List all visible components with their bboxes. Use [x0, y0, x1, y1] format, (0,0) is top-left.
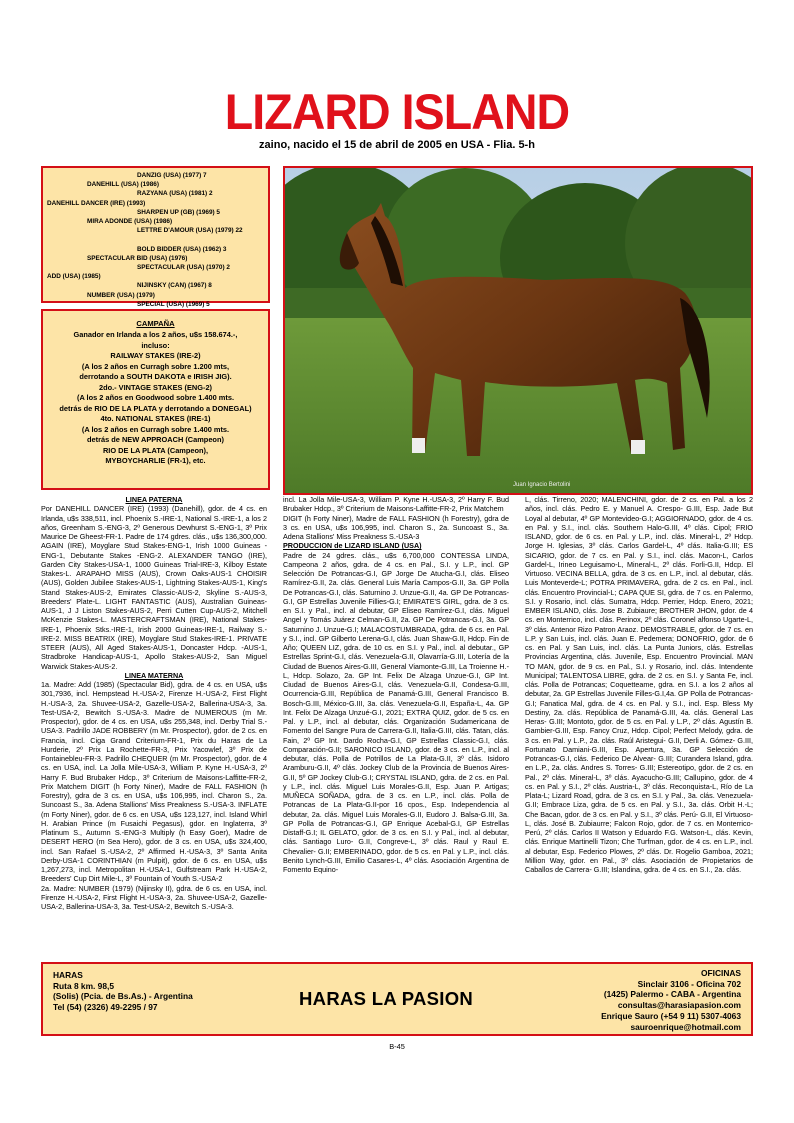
footer-line: Sinclair 3106 - Oficina 702: [637, 978, 741, 989]
horse-name-title: LIZARD ISLAND: [224, 84, 570, 140]
pedigree-line: RAZYANA (USA) (1981) 2: [137, 190, 213, 198]
pedigree-box: [41, 166, 270, 308]
text-paragraph: Por DANEHILL DANCER (IRE) (1993) (Danehill), gdor. de 4 cs. en Irlanda, u$s 338,511, incl. Phoenix S.-IRE-1, National S.-IRE-1, a los 2 años, Greenham S.-ENG-3, 2º Generous Dewhurst S.-ENG-1, 3º Prix Maurice De Gheest-FR-1. Padre de 174 gdres. clás., u$s 136,300,000. AGAIN (IRE), Moyglare Stud Stakes-ENG-1, Irish 1000 Guineas -ENG-1, Debutante Stakes -ENG-2. ALEXANDER TANGO (IRE), Garden City Stakes-USA-1, 1000 Guineas Trial-IRE-3, Kilboy Estate Stakes-L. ARAPAHO MISS (AUS), Crown Oaks-AUS-1 CHOISIR (AUS), Golden Jubilee Stakes-AUS-1, Lightning Stakes-AUS-1, King's Stand Stakes-AUS-2, Emirates Classic-AUS-2, Skyline S.-AUS-3, Breeders' Plate-L. LIGHT FANTASTIC (AUS), Australian Guineas-AUS-1, J J Liston Stakes-AUS-2, Perri Cutten Cup-AUS-2, Mitchell McKenzie Stakes-L. MASTERCRAFTSMAN (IRE), National Stakes-IRE-1, Phoenix Stks.-IRE-1, Irish 2000 Guineas-IRE-1, Railway S.-IRE-2. MISS BEATRIX (IRE), Moyglare Stud Stakes-IRE-1. PRIVATE STEER (AUS), All Aged Stakes-AUS-1, Doncaster Hdcp. -AUS-1, Stradbroke Handicap-AUS-1, Apollo Stakes-AUS-2, San Miguel Warwick Stakes-AUS-2.: [41, 504, 267, 671]
campaign-line: RAILWAY STAKES (IRE-2): [110, 351, 201, 360]
text-paragraph: 1a. Madre: Add (1985) (Spectacular Bid), gdra. de 4 cs. en USA, u$s 301,7936, incl. Hempstead H.-USA-2, Firenze H.-USA-2, First Flight H.-USA-3, 2a. Shuvee-USA-2, Gazelle-USA-2, Ballerina-USA-3, 3a. Test-USA-2, Bewitch S.-USA-3. Madre de NUMEROUS (m Mr. Prospector), gdor. de 4 cs. en USA, u$s 255,348, incl. Derby Trial S.-USA-3. Padrillo JADE ROBBERY (m Mr. Prospector), gdor. de 2 cs. en Francia, incl. Ciga Grand Criterium-FR-1, Prix du Haras de La Hurderie, 2º Prix La Rochette-FR-3, Prix Yacowlef, 3º Prix de Fontainebleu-FR-3. Padrillo CHEQUER (m Mr. Prospector), gdor. de 4 cs. en USA, incl. La Jolla Mile-USA-3, William P. Kyne H.-USA-3, 2º Harry F. Bud Brubaker Hdcp., 3º Criterium de Maisons-Laffitte-FR-2, Prix Matchem DIGIT (h Forty Niner), Madre de FALL FASHION (h Forestry), gdra de 3 cs. en USA, u$s 106,995, incl. Charon S., 2a. Suncoast S., 3a. Adena Stallions' Miss Preakness S.-USA-3. INFLATE (m Forty Niner), gdor. de 6 cs. en USA, u$s 123,127, incl. Island Whirl H. Arabian Prince (m Fusaichi Pegasus), gdor. en Inglaterra, 3º Platinum S., Autumn S.-ENG-3 Multiply (h Easy Goer), Madre de DESERT HERO (m Sea Hero), gdor. de 3 cs. en USA, u$s 324,400, incl. San Rafael S.-USA-2, 2º Affirmed H.-USA-3, 3º Santa Anita Derby-USA-1 CORINTHIAN (m Pulpit), gdor. de 6 cs. en USA, u$s 1,267,273, incl. Metropolitan H.-USA-1, Gulfstream Park H.-USA-2, Breeders' Cup Dirt Mile-L, 3º Fountain of Youth S.-USA-2: [41, 680, 267, 884]
pedigree-line: DANEHILL (USA) (1986): [87, 181, 159, 189]
column-1: [41, 495, 267, 957]
page-number: B-45: [389, 1042, 405, 1051]
text-paragraph: incl. La Jolla Mile-USA-3, William P. Kyne H.-USA-3, 2º Harry F. Bud Brubaker Hdcp., 3º Criterium de Maisons-Laffitte-FR-2, Prix Matchem: [283, 495, 509, 514]
campaign-line: incluso:: [141, 340, 170, 350]
section-heading: LINEA MATERNA: [124, 670, 184, 680]
pedigree-line: SHARPEN UP (GB) (1969) 5: [137, 208, 220, 216]
column-3: [525, 495, 753, 957]
campaign-line: (A los 2 años en Curragh sobre 1.200 mts,: [81, 361, 230, 371]
campaign-line: MYBOYCHARLIE (FR-1), etc.: [105, 456, 206, 465]
footer-haras-address: [53, 970, 193, 1013]
campaign-line: detrás de RIO DE LA PLATA y derrotando a DONEGAL): [59, 403, 252, 413]
footer-line: consultas@harasiapasion.com: [617, 1000, 741, 1011]
pedigree-line: DANZIG (USA) (1977) 7: [137, 172, 207, 179]
campaign-line: detrás de NEW APPROACH (Campeon): [87, 435, 224, 444]
pedigree-line: MIRA ADONDE (USA) (1986): [87, 218, 173, 226]
text-columns: [41, 495, 753, 957]
pedigree-line: LETTRE D'AMOUR (USA) (1979) 22: [137, 227, 243, 235]
footer-line: sauroenrique@hotmail.com: [630, 1021, 741, 1032]
footer-line: Tel (54) (2326) 49-2295 / 97: [53, 1002, 158, 1013]
column-2: [283, 495, 509, 957]
horse-photo: [283, 166, 753, 495]
section-heading: PRODUCCION de LIZARD ISLAND (USA): [283, 541, 422, 551]
campaign-line: 2do.- VINTAGE STAKES (ENG-2): [98, 382, 213, 392]
campaign-line: (A los 2 años en Goodwood sobre 1.400 mts.: [76, 393, 234, 402]
horse-photo-image: [285, 168, 751, 493]
text-paragraph: 2a. Madre: NUMBER (1979) (Nijinsky II), gdra. de 6 cs. en USA, incl. Firenze H.-USA-2, First Flight H.-USA-3, 2a. Shuvee-USA-2, Gazelle-USA-2, Ballerina-USA-3, 3a. Test-USA-2, Bewitch S.-USA-3.: [41, 883, 267, 911]
footer-line: HARAS: [53, 970, 83, 980]
campaign-line: 4to. NATIONAL STAKES (IRE-1): [100, 414, 211, 423]
campaign-line: RIO DE LA PLATA (Campeon),: [102, 445, 209, 455]
text-paragraph: Padre de 24 gdres. clás., u$s 6,700,000 CONTESSA LINDA, Campeona 2 años, gdra. de 4 cs. en Pal., S.I. y L.P., incl. GP Selección De Potrancas-G.I, GP Jorge De Atucha-G.I, clás. Eliseo Ramírez-G.II, 2a. clás. General Luis María Campos-G.II, 3a. GP Polla De Potrancas-G.I, clás. Saturnino J. Unzue-G.II, 4a. GP De Potrancas-G.I, GP Estrellas Juvenile Fillies-G.I; EMIRATE'S GIRL, gdra. de 3 cs. en S.I. y Pal., incl. al debutar, GP Eliseo Ramírez-G.I, clás. Miguel Angel y Tomás Juárez Celman-G.II, 2a. GP De Potrancas-G.I, 3a. GP Saturnino J. Unzue-G.I; MALACOSTUMBRADA, gdra. de 6 cs. en Pal. y S.I., incl. GP Gilberto Lerena-G.I, clás. Juan Shaw-G.II, Hdcp. Fin de Año; QUEEN LIZ, gdra. de 10 cs. en S.I. y Pal., incl. al debutar., GP Estrellas Sprint-G.I, clás. Venezuela-G.II, Olavarría-G.III, Lotería de la Ciudad de Buenos Aires-G.III, General Viamonte-G.III, La Troienne H.-L, Hdcp. Solazo, 2a. GP Int. Felix De Alzaga Unzue-G.I, GP Int. Ciudad de Buenos Aires-G.I, clás. Venezuela-G.II, Condesa-G.III, Ocurrencia-G.III, República de Panamá-G.III, General Francisco B. Bosch-G.III, México-G.III, 3a. clás. Venezuela-G.II, España-L, 4a. GP Int. Felix De Alzaga Unzué-G.I, 2021; EXTRA QUIZ, gdor. de 5 cs. en Pal. y L.P., incl. al debutar, clás. Organización Sudamericana de Fomento del Sangre Pura de Carrera-G.II, Italia-G.III, clás. Tatan, clás. Fain, 2º GP Int. Dardo Rocha-G.I, GP Estrellas Classic-G.I, clás. Comparación-G.II; SARONICO ISLAND, gdor. de 3 cs. en L.P., incl. al debutar, clás. Polla de Potrillos de La Plata-G.II, 3º clás. Isidoro Aramburu-G.II, 4º clás. Jockey Club de la Provincia de Buenos Aires-G.II, 5º GP Jockey Club-G.I; CRYSTAL ISLAND, gdra. de 2 cs. en Pal. y L.P., incl. clás. Miguel Luis Morales-G.II, Esp. Juan P. Artigas; MUÑECA SOÑADA, gdra. de 3 cs. en L.P., incl. clás. Polla de Potrancas de La Plata-G.II-por 16 cpos., Esp. Independencia al debutar, 2a. clás. Miguel Luis Morales-G.II, Eudoro J. Balsa-G.III, 3a. GP Polla de Potrancas-G.I, GP Enrique Acebal-G.I, GP Estrellas Distaff-G.I; IL GELATO, gdor. de 3 cs. en S.I. y Pal., incl. al debutar, clás. Santiago Luro- G.II, Congreve-L, 3º clás. Raul y Raul E. Chevalier- G.II; EMBERINADO, gdor. de 5 cs. en Pal. y L.P., incl. clás. Benito Lynch-G.III, Emilio Casares-L, 4º clás. Asociación Argentina de Fomento Equino-: [283, 550, 509, 874]
pedigree-line: ADD (USA) (1985): [47, 273, 101, 281]
pedigree-line: SPECIAL (USA) (1969) 5: [137, 300, 210, 308]
horse-subtitle: zaino, nacido el 15 de abril de 2005 en USA - Flia. 5-h: [259, 139, 535, 151]
campaign-line: derrotando a SOUTH DAKOTA e IRISH JIG).: [79, 372, 232, 381]
pedigree-line: BOLD BIDDER (USA) (1962) 3: [137, 245, 227, 253]
footer-line: (Solis) (Pcia. de Bs.As.) - Argentina: [53, 991, 193, 1002]
pedigree-line: SPECTACULAR BID (USA) (1976): [87, 254, 188, 262]
campaign-line: (A los 2 años en Curragh sobre 1.400 mts.: [81, 424, 230, 434]
text-paragraph: L, clás. Tirreno, 2020; MALENCHINI, gdor. de 2 cs. en Pal. a los 2 años, incl. clás. Pedro E. y Manuel A. Crespo- G.III, Esp. Jade But Loyal al debutar, 4º GP Montevideo-G.I; AGGIORNADO, gdor. de 4 cs. en Pal. y S.I., incl. clás. Southern Halo-G.III, 4º clás. Cipol; FRIO ISLAND, gdor. de 6 cs. en Pal. y L.P., incl. clás. Mineral-L, 2º Hdcp. Jorge H. Iglesias, 3º clás. Carlos Gardel-L, 4º clás. Italia-G.III; ES SICARIO, gdor. de 7 cs. en Pal. y S.I., incl. clás. Macon-L, Carlos Gardel-L, Irineo Leguisamo-L, Mineral-L, 2º clás. Forli-G.II, Hdcp. El Virtuoso. VECINA BELLA, gdra. de 3 cs. en L.P., incl. al debutar, clás. Luis Monteverde-L; POTRA PRIMAVERA, gdra. de 2 cs. en Pal., incl. clás. Encuentro Provincial-L; CAPA QUE SI, gdra. de 7 cs. en Palermo, S.I. y Rosario, incl. clás. Sumatra, Hdcp. Perrier, Hdcp. Enero, 2021; EMBER ISLAND, clás. Jose B. Zubiaure; BROTHER JHON, gdor. de 4 cs. en Monterrico, incl. clás. Perinox, 2º clás. Coronel alfonso Ugarte-L, 3º clás. Antenor Rizo Patron Araoz. DEMOSTRABLE, gdor. de 7 cs. en L.P. y San Luis, incl. clás. Juan E. Pedemera; DONOFRIO, gdor. de 6 cs. en Pal. y San Luis, incl. clás. La Punta Juniors, clás. Estrellas Provincias Argentina, clás. Juvenile, Esp. Encuentro Provincial. MAN TO MAN, gdor. de 9 cs. en Pal., S.I. y Rosario, incl. clás. Intendente Municipal; TALENTOSA LIBRE, gdra. de 2 cs. en S.I. y Santa Fe, incl. clás. Polla de Potrancas; Coquetteame, gdra. en S.I. a los 2 años al debutar, 2a. GP Estrellas Juvenile Filles-G.I,4a. GP Polla de Potrancas-G.I; Fanatica Mal, gdra. de 4 cs. en Pal. y S.I., incl. Esp. Bless My Destiny, 2a. clás. República de Panamá-G.III, 4a. clás. General Las Heras- G.III; Montoto, gdor. de 5 cs. en Pal. y L.P., 2º clás. Agustín B. Gambier-G.III, Esp. Fancy Cruz, Hdcp. Cipol; Perfect Melody, gdra. de 3 cs. en Pal. y L.P., 2a. clás. Raúl Aristegui- G.II, Derli A. Gómez- G.III, Fortunato Damiani-G.III, Esp. Apertura, 3a. GP Selección de Potrancas-G.I, clás. Federico De Alvear- G.III; Curandera Island, gdra. en L.P., 2a. clás. Andres S. Torres- G.III; Estereotipo, gdor. de 2 cs. en Pal., 2º clás. Mineral-L, 3º clás. Ayacucho-G.III; Callupino, gdor. de 4 cs. en Pal. y S.I., 2º clás. Austria-L, 3º clás. Reconquista-L, Río de La Plata-L; Lizard Road, gdra. de 3 cs. en S.I. y Pal., 3a. clás. Venezuela-G.II; Embrace Liza, gdra. de 5 cs. en Pal. y S.I., 3a. clás. Orbit H.-L; Che Bacan, gdor. de 3 cs. en Pal. y S.I., 3º clás. Perú- G.II, El Virtuoso-L, clás. José B. Zubiaurre; Falcon Rojo, gdor. de 7 cs. en Monterrico-Perú, 2º clás. Carlos II Watson y Eduardo F.G. Watson-L, clás. Kevin, clás. Enrique Martinelli Tizon; Che Turfman, gdor. de 4 cs. en L.P., incl. al debutar, Esp. Federico Plowes, 2º clás. Dr. Rogelio Gamboa, 2021; Million Way, gdor. en Pal., 3º clás. Asociación de Propietarios de Caballos de Carrera- G.III; Islandina, gdra. de 4 cs. en S.I., 2a. clás.: [525, 495, 753, 874]
text-paragraph: DIGIT (h Forty Niner), Madre de FALL FASHION (h Forestry), gdra de 3 cs. en USA, u$s 106,995, incl. Charon S., 2a. Suncoast S., 3a. Adena Stallions' Miss Preakness S.-USA-3: [283, 513, 509, 541]
footer-line: Ruta 8 km. 98,5: [53, 980, 114, 991]
photo-caption: Juan Ignacio Bertolini: [513, 482, 571, 488]
pedigree-line: DANEHILL DANCER (IRE) (1993): [47, 199, 146, 207]
campaign-title: CAMPAÑA: [136, 319, 175, 328]
footer-line: Enrique Sauro (+54 9 11) 5307-4063: [601, 1010, 741, 1021]
campaign-box: [41, 309, 270, 490]
footer-stud-name: HARAS LA PASION: [299, 988, 474, 1009]
section-heading: LINEA PATERNA: [125, 495, 183, 504]
footer-line: (1425) Palermo - CABA - Argentina: [603, 989, 741, 1000]
footer-line: OFICINAS: [700, 968, 741, 978]
footer-office-address: [601, 968, 741, 1032]
pedigree-line: NIJINSKY (CAN) (1967) 8: [137, 282, 212, 290]
footer-box: [41, 962, 753, 1036]
campaign-line: Ganador en Irlanda a los 2 años, u$s 158.674.-,: [73, 330, 238, 339]
pedigree-line: SPECTACULAR (USA) (1970) 2: [137, 264, 230, 272]
pedigree-line: [47, 235, 264, 244]
pedigree-line: NUMBER (USA) (1979): [87, 291, 155, 299]
